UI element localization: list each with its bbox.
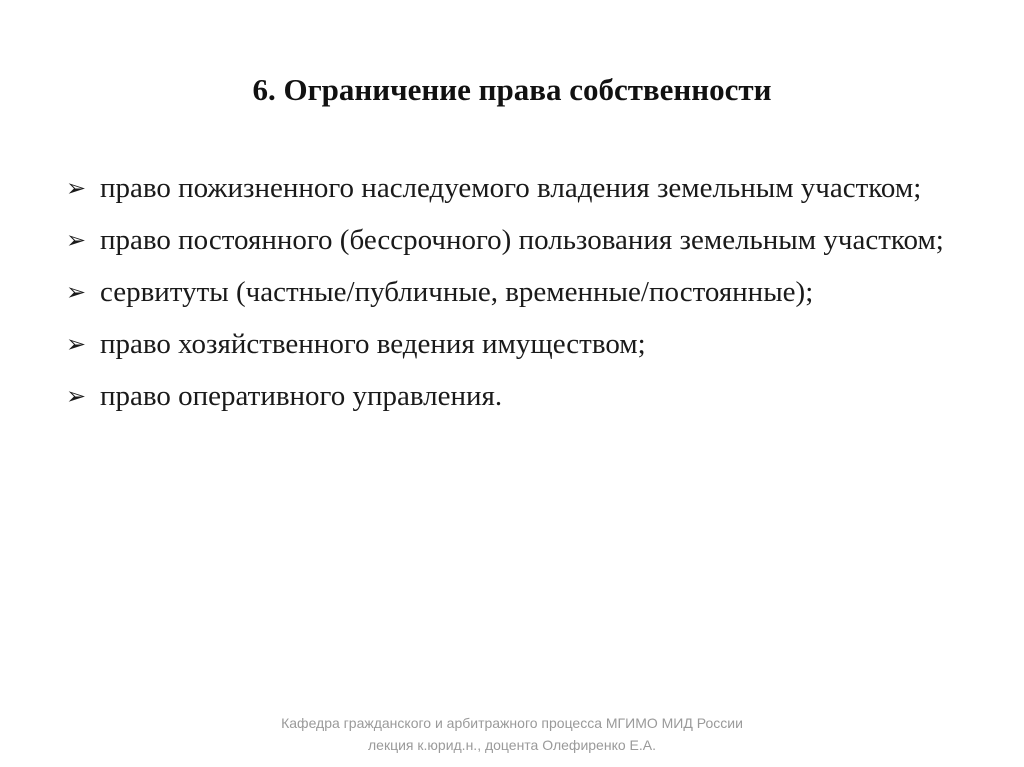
footer-department: Кафедра гражданского и арбитражного процесса МГИМО МИД России — [281, 715, 743, 731]
bullet-item — [64, 270, 966, 314]
arrow-bullet-icon: ➢ — [66, 174, 87, 202]
bullet-item — [64, 374, 966, 418]
arrow-bullet-icon: ➢ — [66, 278, 87, 306]
slide-footer — [0, 712, 1024, 756]
arrow-bullet-icon: ➢ — [66, 330, 87, 358]
bullet-list — [64, 166, 966, 426]
arrow-bullet-icon: ➢ — [66, 226, 87, 254]
bullet-text: право постоянного (бессрочного) пользования земельным участком; — [100, 224, 944, 256]
bullet-item — [64, 166, 966, 210]
bullet-item — [64, 218, 966, 262]
bullet-item — [64, 322, 966, 366]
arrow-bullet-icon: ➢ — [66, 382, 87, 410]
bullet-text: право хозяйственного ведения имуществом; — [100, 328, 646, 360]
footer-lecturer: лекция к.юрид.н., доцента Олефиренко Е.А. — [368, 737, 656, 753]
bullet-text: сервитуты (частные/публичные, временные/постоянные); — [100, 276, 814, 308]
slide-title: 6. Ограничение права собственности — [252, 72, 772, 107]
bullet-text: право пожизненного наследуемого владения земельным участком; — [100, 172, 922, 204]
bullet-text: право оперативного управления. — [100, 380, 503, 412]
